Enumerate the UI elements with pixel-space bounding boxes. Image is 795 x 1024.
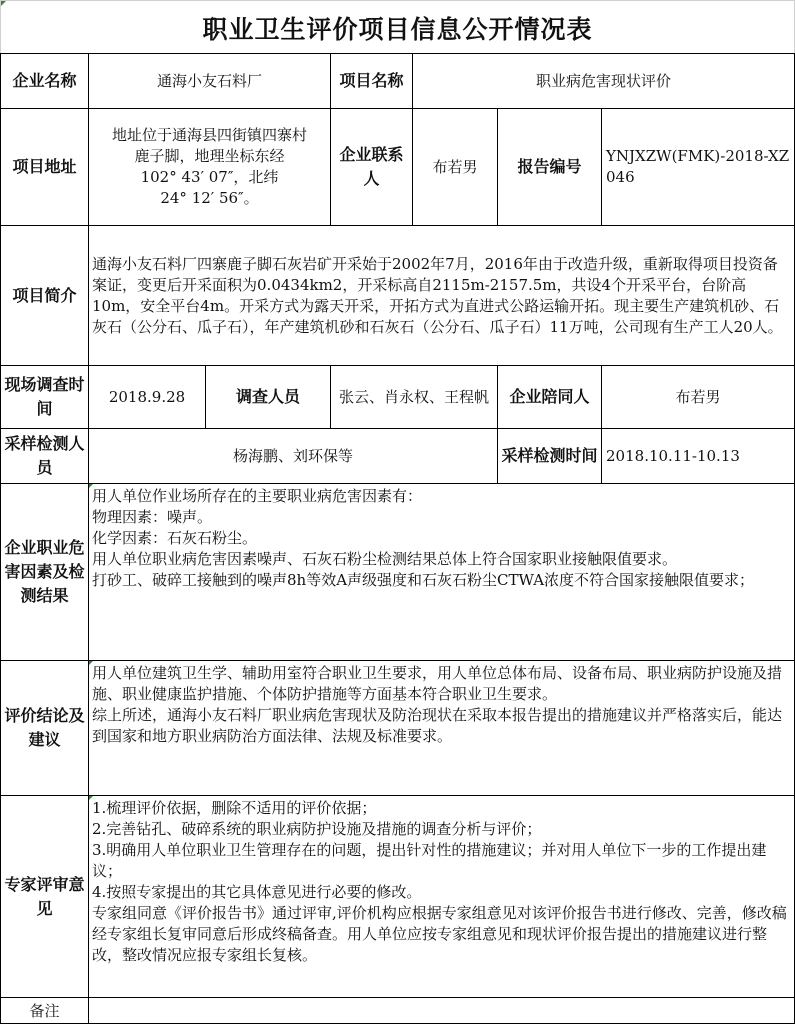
escort-value[interactable]: 布若男: [602, 366, 795, 429]
survey-staff-value[interactable]: 张云、肖永权、王程帆: [331, 366, 498, 429]
hazards-text[interactable]: [89, 484, 795, 661]
survey-time-value[interactable]: 2018.9.28: [89, 366, 206, 429]
hazards-label: 企业职业危害因素及检测结果: [1, 484, 89, 661]
escort-label: 企业陪同人: [498, 366, 602, 429]
row-sampling: [1, 429, 795, 484]
cell-marker-icon: [89, 661, 93, 665]
project-intro-label: 项目简介: [1, 226, 89, 366]
hazards-line: 用人单位职业病危害因素噪声、石灰石粉尘检测结果总体上符合国家职业接触限值要求。: [92, 550, 678, 568]
row-expert: [1, 796, 795, 998]
expert-line: 3.明确用人单位职业卫生管理存在的问题，提出针对性的措施建议；并对用人单位下一步的工作提出建议；: [92, 841, 767, 880]
hazards-line: 物理因素：噪声。: [92, 508, 213, 526]
expert-review-text[interactable]: [89, 796, 795, 998]
conclusion-line: 用人单位建筑卫生学、辅助用室符合职业卫生要求，用人单位总体布局、设备布局、职业病防护设施及措施、职业健康监护措施、个体防护措施等方面基本符合职业卫生要求。: [92, 664, 783, 703]
conclusion-label: 评价结论及建议: [1, 661, 89, 796]
expert-review-label: 专家评审意见: [1, 796, 89, 998]
row-intro: [1, 226, 795, 366]
project-address-label: 项目地址: [1, 109, 89, 226]
sampling-time-value[interactable]: 2018.10.11-10.13: [602, 429, 795, 484]
conclusion-text[interactable]: [89, 661, 795, 796]
address-line: 102° 43′ 07″，北纬: [140, 168, 279, 186]
cell-marker-icon: [89, 796, 93, 800]
hazards-line: 打砂工、破碎工接触到的噪声8h等效A声级强度和石灰石粉尘CTWA浓度不符合国家接触限值要求；: [92, 571, 755, 589]
survey-staff-label: 调查人员: [206, 366, 331, 429]
address-line: 鹿子脚，地理坐标东经: [134, 147, 285, 165]
project-name-label: 项目名称: [331, 54, 413, 109]
row-remark: [1, 998, 795, 1024]
row-address: [1, 109, 795, 226]
contact-label: 企业联系人: [331, 109, 413, 226]
expert-line: 2.完善钻孔、破碎系统的职业病防护设施及措施的调查分析与评价；: [92, 820, 542, 838]
sampling-staff-value[interactable]: 杨海鹏、刘环保等: [89, 429, 498, 484]
sampling-staff-label: 采样检测人员: [1, 429, 89, 484]
report-number-label: 报告编号: [498, 109, 602, 226]
row-company: [1, 54, 795, 109]
report-number-value[interactable]: YNJXZW(FMK)-2018-XZ046: [602, 109, 795, 226]
expert-line: 1.梳理评价依据，删除不适用的评价依据；: [92, 799, 377, 817]
company-name-label: 企业名称: [1, 54, 89, 109]
expert-line: 4.按照专家提出的其它具体意见进行必要的修改。: [92, 883, 422, 901]
row-conclusion: [1, 661, 795, 796]
cell-marker-icon: [1, 1, 6, 6]
project-name-value[interactable]: 职业病危害现状评价: [413, 54, 795, 109]
hazards-line: 用人单位作业场所存在的主要职业病危害因素有：: [92, 487, 423, 505]
company-name-value[interactable]: 通海小友石料厂: [89, 54, 331, 109]
project-intro-text[interactable]: 通海小友石料厂四寨鹿子脚石灰岩矿开采始于2002年7月，2016年由于改造升级，重新取得项目投资备案证，变更后开采面积为0.0434km2，开采标高自2115m-2157.5m，共设4个开采平台，台阶高10m，安全平台4m。开采方式为露天开采，开拓方式为直进式公路运输开拓。现主要生产建筑机砂、石灰石（公分石、瓜子石），年产建筑机砂和石灰石（公分石、瓜子石）11万吨，公司现有生产工人20人。: [89, 226, 795, 366]
cell-marker-icon: [89, 484, 93, 488]
project-address-value[interactable]: [89, 109, 331, 226]
address-line: 24° 12′ 56″。: [160, 189, 259, 207]
remark-value[interactable]: [89, 998, 795, 1024]
page-title: 职业卫生评价项目信息公开情况表: [0, 0, 795, 54]
sampling-time-label: 采样检测时间: [498, 429, 602, 484]
expert-line: 专家组同意《评价报告书》通过评审,评价机构应根据专家组意见对该评价报告书进行修改、完善，修改稿经专家组长复审同意后形成终稿备查。用人单位应按专家组意见和现状评价报告提出的措施建议进行整改，整改情况应报专家组长复核。: [92, 904, 787, 964]
hazards-line: 化学因素：石灰石粉尘。: [92, 529, 258, 547]
row-survey: [1, 366, 795, 429]
remark-label: 备注: [1, 998, 89, 1024]
info-table: [0, 53, 795, 1024]
survey-time-label: 现场调查时间: [1, 366, 89, 429]
contact-value[interactable]: 布若男: [413, 109, 498, 226]
address-line: 地址位于通海县四街镇四寨村: [112, 126, 308, 144]
conclusion-line: 综上所述，通海小友石料厂职业病危害现状及防治现状在采取本报告提出的措施建议并严格落实后，能达到国家和地方职业病防治方面法律、法规及标准要求。: [92, 706, 783, 745]
row-hazards: [1, 484, 795, 661]
